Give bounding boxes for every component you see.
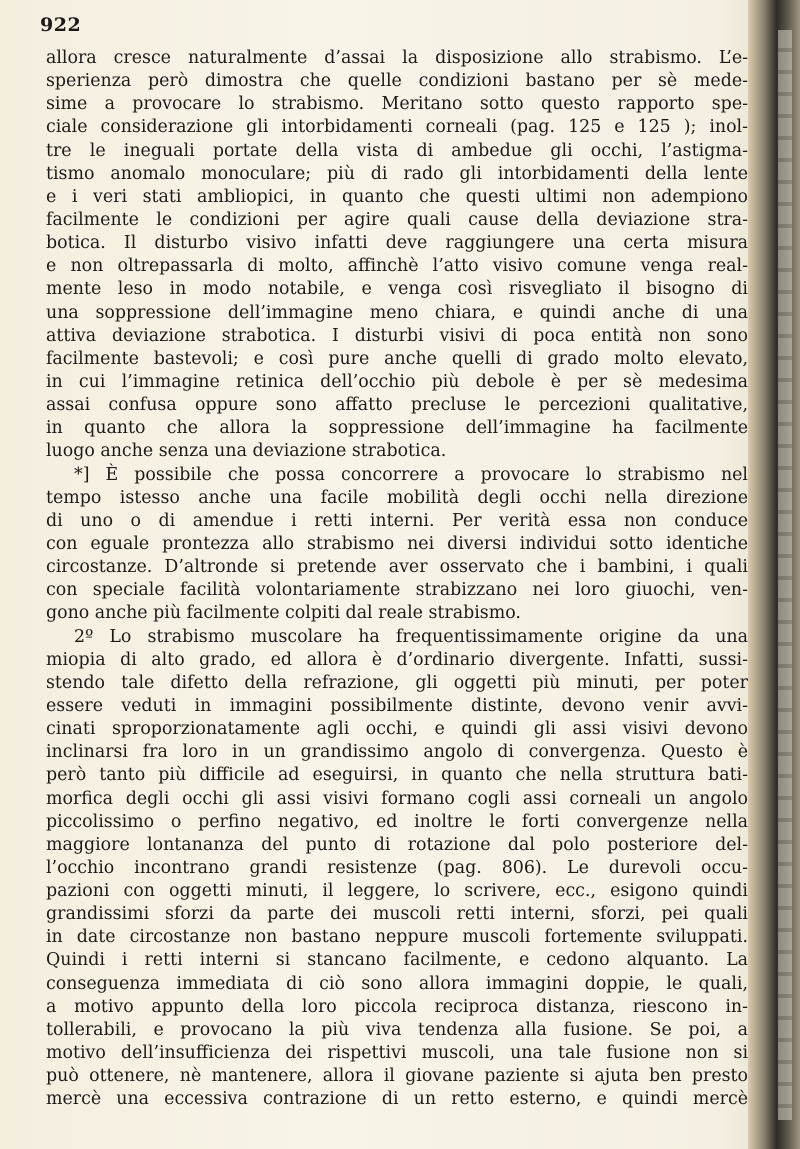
- text-line: mente leso in modo notabile, e venga così risvegliato il bisogno di: [46, 279, 748, 300]
- text-line: circostanze. D’altronde si pretende aver osservato che i bambini, i quali: [46, 557, 748, 578]
- text-line: luogo anche senza una deviazione strabotica.: [46, 441, 447, 462]
- text-line: tismo anomalo monoculare; più di rado gli intorbidamenti della lente: [46, 163, 748, 184]
- text-line: morfica degli occhi gli assi visivi formano cogli assi corneali un angolo: [46, 788, 748, 809]
- text-line: essere veduti in immagini possibilmente distinte, devono venir avvi-: [46, 695, 748, 716]
- text-line: 2º Lo strabismo muscolare ha frequentissimamente origine da una: [74, 626, 748, 647]
- text-line: motivo dell’insufficienza dei rispettivi muscoli, una tale fusione non si: [46, 1043, 748, 1064]
- text-line: e i veri stati ambliopici, in quanto che questi ultimi non adempiono: [46, 186, 748, 207]
- text-line: di uno o di amendue i retti interni. Per verità essa non conduce: [46, 510, 748, 531]
- text-line: pazioni con oggetti minuti, il leggere, lo scrivere, ecc., esigono quindi: [46, 881, 748, 902]
- text-line: conseguenza immediata di ciò sono allora immagini doppie, le quali,: [46, 973, 748, 994]
- text-line: maggiore lontananza del punto di rotazione dal polo posteriore del-: [46, 834, 748, 855]
- text-line: botica. Il disturbo visivo infatti deve raggiungere una certa misura: [46, 233, 748, 254]
- text-line: cinati sproporzionatamente agli occhi, e quindi gli assi visivi devono: [46, 719, 748, 740]
- page-number: 922: [40, 14, 82, 36]
- text-line: a motivo appunto della loro piccola reciproca distanza, riescono in-: [46, 996, 748, 1017]
- text-line: tempo istesso anche una facile mobilità degli occhi nella direzione: [46, 487, 748, 508]
- text-line: gono anche più facilmente colpiti dal reale strabismo.: [46, 603, 521, 624]
- scanner-edge-strip: [778, 30, 792, 1120]
- text-line: tre le ineguali portate della vista di ambedue gli occhi, l’astigma-: [46, 140, 748, 161]
- text-line: però tanto più difficile ad eseguirsi, in quanto che nella struttura bati-: [46, 765, 748, 786]
- text-line: allora cresce naturalmente d’assai la disposizione allo strabismo. L’e-: [46, 48, 748, 68]
- text-line: in date circostanze non bastano neppure muscoli fortemente sviluppati.: [46, 927, 748, 948]
- text-line: e non oltrepassarla di molto, affinchè l’atto visivo comune venga real-: [46, 256, 748, 277]
- text-line: l’occhio incontrano grandi resistenze (pag. 806). Le durevoli occu-: [46, 857, 748, 878]
- text-line: stendo tale difetto della refrazione, gli oggetti più minuti, per poter: [46, 672, 748, 693]
- text-line: inclinarsi fra loro in un grandissimo angolo di convergenza. Questo è: [46, 742, 748, 763]
- text-line: mercè una eccessiva contrazione di un retto esterno, e quindi mercè: [46, 1089, 748, 1110]
- text-line: può ottenere, nè mantenere, allora il giovane paziente si ajuta ben presto: [46, 1066, 748, 1087]
- text-line: una soppressione dell’immagine meno chiara, e quindi anche di una: [46, 302, 748, 323]
- text-line: facilmente le condizioni per agire quali cause della deviazione stra-: [46, 209, 748, 230]
- body-text: [46, 47, 748, 1111]
- text-line: Quindi i retti interni si stancano facilmente, e cedono alquanto. La: [46, 950, 748, 971]
- text-line: facilmente bastevoli; e così pure anche quelli di grado molto elevato,: [46, 348, 748, 369]
- book-binding-edge: [748, 0, 800, 1149]
- text-line: grandissimi sforzi da parte dei muscoli retti interni, sforzi, pei quali: [46, 904, 748, 925]
- text-line: *] È possibile che possa concorrere a provocare lo strabismo nel: [74, 464, 748, 485]
- text-line: attiva deviazione strabotica. I disturbi visivi di poca entità non sono: [46, 325, 748, 346]
- text-line: miopia di alto grado, ed allora è d’ordinario divergente. Infatti, sussi-: [46, 649, 748, 670]
- text-line: in cui l’immagine retinica dell’occhio più debole è per sè medesima: [46, 371, 748, 392]
- text-line: piccolissimo o perfino negativo, ed inoltre le forti convergenze nella: [46, 811, 748, 832]
- text-line: tollerabili, e provocano la più viva tendenza alla fusione. Se poi, a: [46, 1019, 748, 1040]
- text-line: ciale considerazione gli intorbidamenti corneali (pag. 125 e 125 ); inol-: [46, 117, 748, 138]
- text-line: con eguale prontezza allo strabismo nei diversi individui sotto identiche: [46, 533, 748, 554]
- text-line: sperienza però dimostra che quelle condizioni bastano per sè mede-: [46, 71, 748, 92]
- text-line: assai confusa oppure sono affatto precluse le percezioni qualitative,: [46, 395, 748, 416]
- text-line: in quanto che allora la soppressione dell’immagine ha facilmente: [46, 418, 748, 439]
- text-line: sime a provocare lo strabismo. Meritano sotto questo rapporto spe-: [46, 94, 748, 115]
- text-line: con speciale facilità volontariamente strabizzano nei loro giuochi, ven-: [46, 580, 748, 601]
